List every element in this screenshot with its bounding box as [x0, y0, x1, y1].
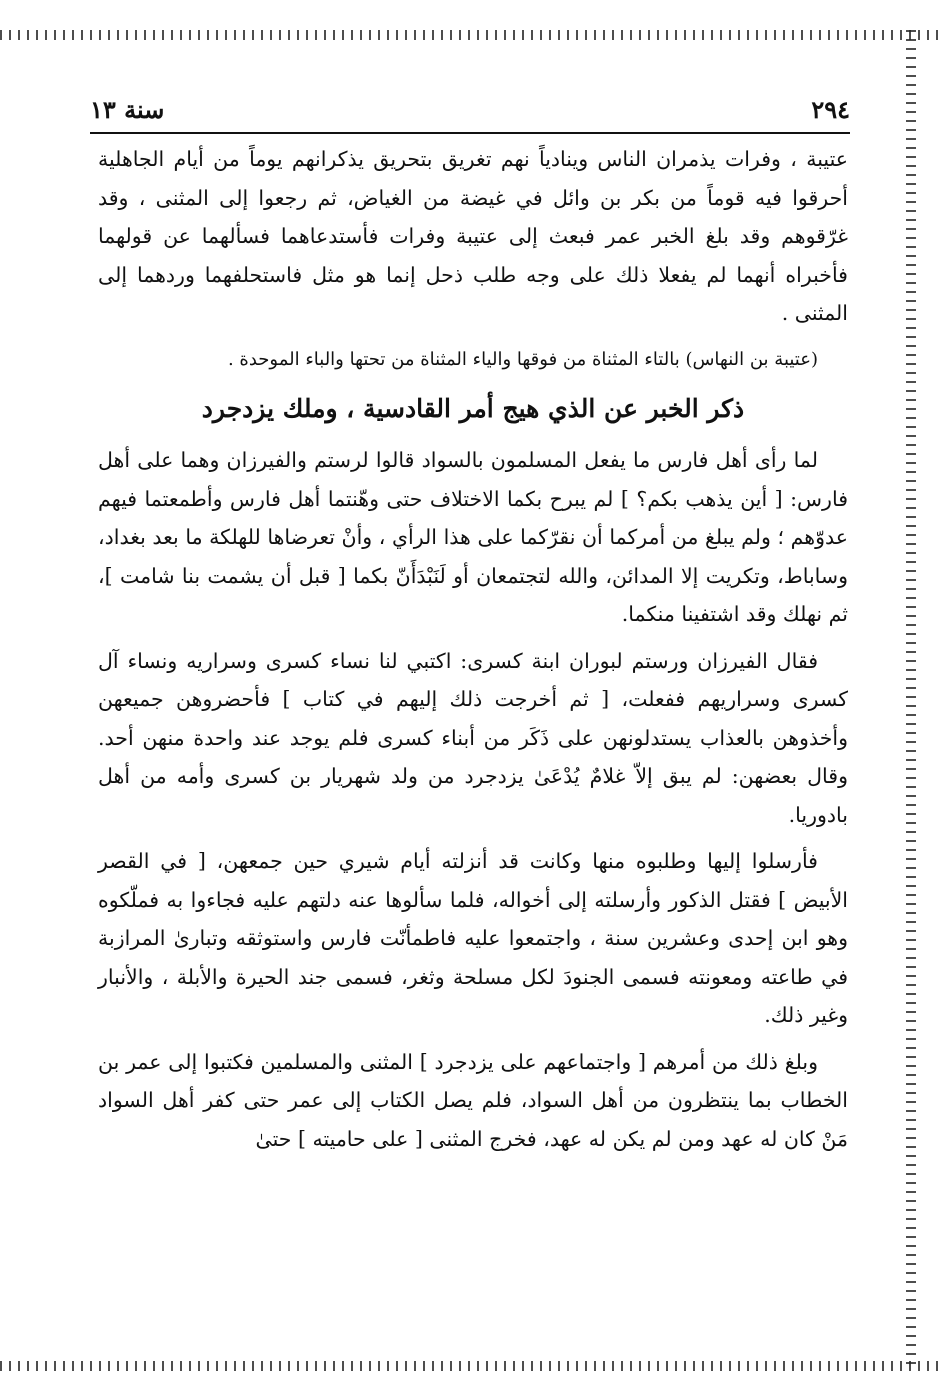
header-rule [90, 132, 850, 134]
section-heading: ذكر الخبر عن الذي هيج أمر القادسية ، وملك يزدجرد [201, 394, 745, 423]
page-number: ٢٩٤ [811, 95, 850, 124]
paragraph-1: عتيبة ، وفرات يذمران الناس وينادياً نهم تغريق بتحريق يذكرانهم يوماً من أيام الجاهلية أحرقوا فيه قوماً من بكر بن وائل في غيضة من الغياض، ثم رجعوا إلى المثنى ، وقد غرّقوهم وقد بلغ الخبر عمر فبعث إلى عتيبة وفرات فأستدعاهما فسألهما عن قولهما فأخبراه أنهما لم يفعلا ذلك على وجه طلب ذحل إنما هو مثل فاستحلفهما وردهما إلى المثنى . [98, 147, 848, 325]
ornamental-border-top [0, 30, 941, 40]
page-body [98, 140, 848, 1166]
paragraph-3: فقال الفيرزان ورستم لبوران ابنة كسرى: اكتبي لنا نساء كسرى وسراريه ونساء آل كسرى وسراريهم ففعلت، [ ثم أخرجت ذلك إليهم في كتاب ] فأحضروهن جميعهن وأخذوهن بالعذاب يستدلونهن على ذَكَر من أبناء كسرى فلم يوجد عند واحدة منهن أحد. وقال بعضهن: لم يبق إلاّ غلامٌ يُدْعَىٰ يزدجرد من ولد شهريار بن كسرى وأمه من أهل بادوريا. [98, 648, 848, 827]
running-head [90, 92, 850, 128]
year-title: سنة ١٣ [90, 95, 165, 124]
footnote-paragraph: (عتيبة بن النهاس) بالتاء المثناة من فوقها والياء المثناة من تحتها والباء الموحدة . [227, 348, 818, 370]
ornamental-border-bottom [0, 1361, 941, 1371]
ornamental-border-right [906, 30, 916, 1371]
paragraph-5: وبلغ ذلك من أمرهم [ واجتماعهم على يزدجرد ] المثنى والمسلمين فكتبوا إلى عمر بن الخطاب بما ينتظرون من أهل السواد، فلم يصل الكتاب إلى عمر حتى كفر أهل السواد مَنْ كان له عهد ومن لم يكن له عهد، فخرج المثنى [ على حاميته ] حتىٰ [98, 1049, 848, 1151]
paragraph-2: لما رأى أهل فارس ما يفعل المسلمون بالسواد قالوا لرستم والفيرزان وهما على أهل فارس: [ أين يذهب بكم؟ ] لم يبرح بكما الاختلاف حتى وهّنتما أهل فارس وأطمعتما فيهم عدوّهم ؛ ولم يبلغ من أمركما أن نقرّكما على هذا الرأي ، وأنْ تعرضاها للهلكة ما بعد بغداد، وساباط، وتكريت إلا المدائن، والله لتجتمعان أو لَنَبْدَأَنّ بكما [ قبل أن يشمت بنا شامت ]، ثم نهلك وقد اشتفينا منكما. [98, 448, 848, 626]
paragraph-4: فأرسلوا إليها وطلبوه منها وكانت قد أنزلته أيام شيري حين جمعهن، [ في القصر الأبيض ] فقتل الذكور وأرسلته إلى أخواله، فلما سألوها عنه دلتهم عليه فجاءوا به فملّكوه وهو ابن إحدى وعشرين سنة ، واجتمعوا عليه فاطمأنّت فارس واستوثقه وتبارىٰ المرازبة في طاعته ومعونته فسمى الجنودَ لكل مسلحة وثغر، فسمى جند الحيرة والأبلة ، والأنبار وغير ذلك. [98, 849, 848, 1027]
